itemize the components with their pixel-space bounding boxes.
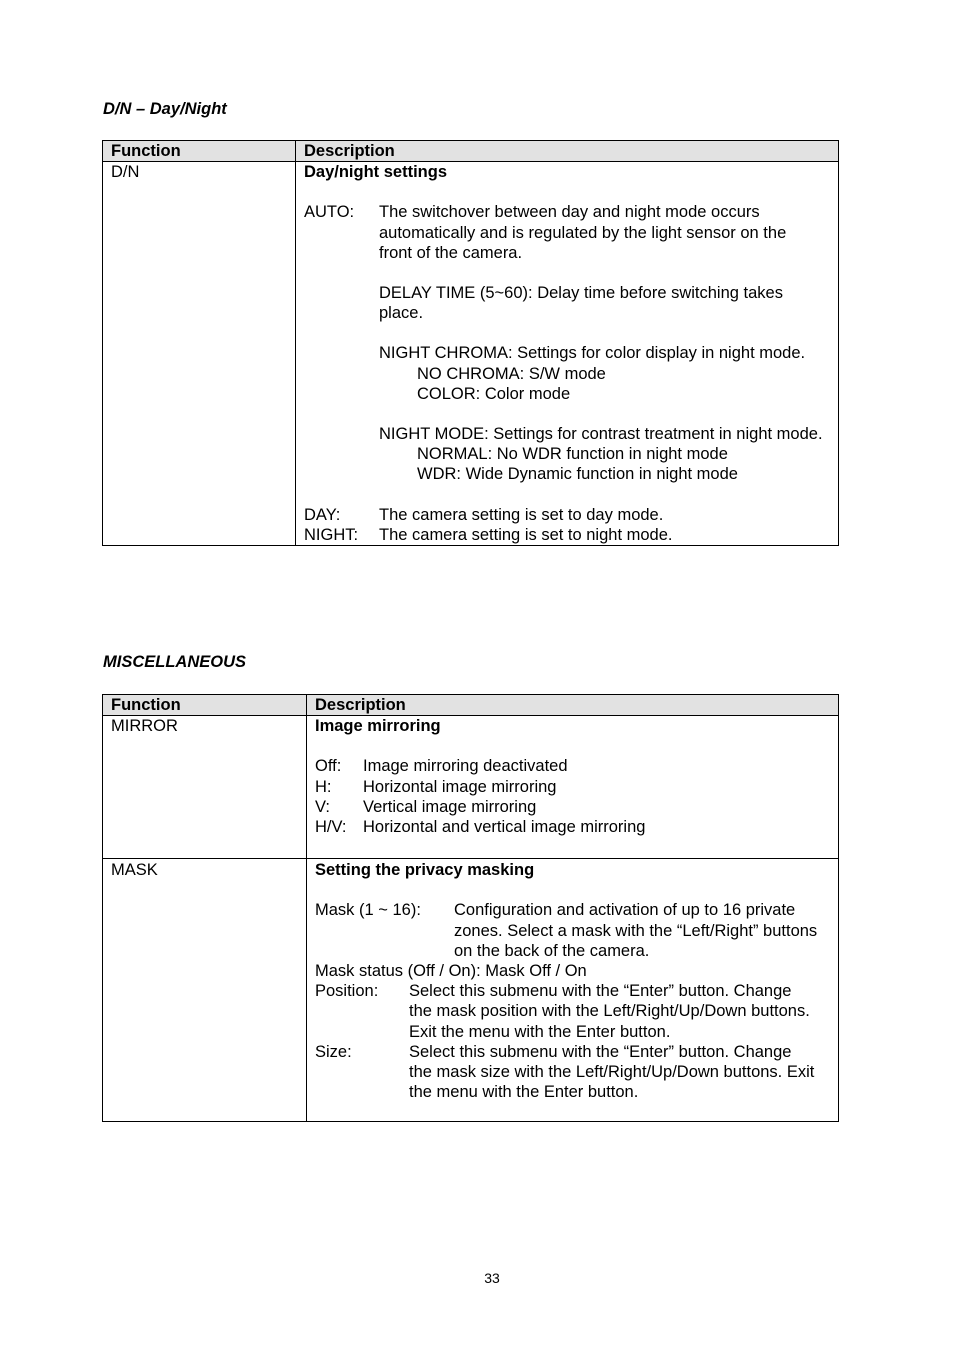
option-label: DAY: — [304, 505, 341, 524]
option-description: Image mirroring deactivated — [363, 757, 568, 776]
option-label: NIGHT: — [304, 525, 359, 544]
mask-option — [315, 900, 830, 961]
night-mode-option: WDR: Wide Dynamic function in night mode — [417, 465, 738, 484]
auto-option — [304, 202, 830, 484]
mirror-option — [315, 797, 830, 817]
option-label: V: — [315, 797, 330, 816]
night-mode-option: NORMAL: No WDR function in night mode — [417, 445, 728, 464]
table-row — [103, 859, 839, 1122]
option-description: The camera setting is set to day mode. — [379, 505, 664, 524]
night-chroma-option: COLOR: Color mode — [417, 384, 571, 403]
night-mode-text: NIGHT MODE: Settings for contrast treatment in night mode. — [379, 425, 823, 444]
position-option — [315, 981, 830, 1042]
auto-text: The switchover between day and night mode occurs automatically and is regulated by the light sensor on the front of the camera. — [379, 203, 787, 262]
function-column-header: Function — [103, 695, 307, 716]
option-description: Horizontal and vertical image mirroring — [363, 818, 646, 837]
option-description: Horizontal image mirroring — [363, 777, 557, 796]
size-option — [315, 1042, 830, 1103]
option-description — [379, 202, 830, 484]
option-description: Select this submenu with the “Enter” button. Change the mask size with the Left/Right/Up/Down buttons. Exit the menu with the Enter button. — [409, 1042, 815, 1102]
description-title: Setting the privacy masking — [315, 861, 535, 880]
option-description: Configuration and activation of up to 16 private zones. Select a mask with the “Left/Right” buttons on the back of the camera. — [454, 901, 818, 960]
table-header-row — [103, 141, 839, 162]
table-row — [103, 716, 839, 859]
description-title: Day/night settings — [304, 163, 448, 182]
night-chroma-option: NO CHROMA: S/W mode — [417, 364, 606, 383]
mirror-option — [315, 756, 830, 776]
description-column-header: Description — [296, 141, 839, 162]
description-cell — [307, 859, 839, 1122]
option-label: Mask (1 ~ 16): — [315, 901, 421, 920]
description-cell — [296, 162, 839, 546]
day-night-table — [102, 140, 839, 546]
function-cell: D/N — [103, 162, 296, 546]
section-heading-day-night: D/N – Day/Night — [103, 100, 227, 118]
mirror-option — [315, 817, 830, 837]
day-option — [304, 505, 830, 525]
delay-time-text: DELAY TIME (5~60): Delay time before switching takes place. — [379, 284, 783, 323]
option-description: Vertical image mirroring — [363, 797, 537, 816]
option-label: Off: — [315, 757, 342, 776]
function-cell: MASK — [103, 859, 307, 1122]
option-description: Select this submenu with the “Enter” button. Change the mask position with the Left/Right/Up/Down buttons. Exit the menu with the Enter button. — [409, 982, 810, 1041]
description-cell — [307, 716, 839, 859]
function-cell: MIRROR — [103, 716, 307, 859]
description-title: Image mirroring — [315, 717, 441, 736]
function-column-header: Function — [103, 141, 296, 162]
mask-status-text: Mask status (Off / On): Mask Off / On — [315, 962, 587, 981]
option-description: The camera setting is set to night mode. — [379, 525, 673, 544]
table-header-row — [103, 695, 839, 716]
option-label: Size: — [315, 1042, 352, 1061]
section-heading-miscellaneous: MISCELLANEOUS — [103, 653, 247, 671]
option-label: Position: — [315, 982, 379, 1001]
page-number: 33 — [484, 1270, 500, 1286]
mirror-option — [315, 777, 830, 797]
night-chroma-text: NIGHT CHROMA: Settings for color display in night mode. — [379, 344, 806, 363]
option-label: H/V: — [315, 818, 347, 837]
description-column-header: Description — [307, 695, 839, 716]
option-label: H: — [315, 777, 332, 796]
option-label: AUTO: — [304, 203, 355, 222]
table-row — [103, 162, 839, 546]
night-option — [304, 525, 830, 545]
miscellaneous-table — [102, 694, 839, 1122]
